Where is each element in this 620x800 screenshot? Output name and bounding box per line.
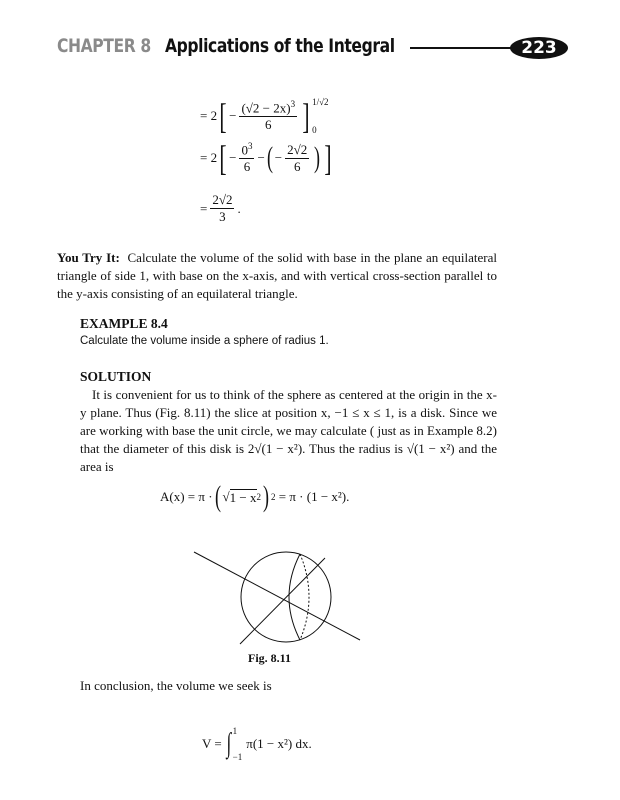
you-try-it [57,249,497,303]
figure-caption: Fig. 8.11 [248,651,292,665]
eq-den: 6 [243,159,251,175]
eq-lead: = 2 [200,150,218,165]
lower-limit: −1 [232,752,243,762]
eq-num: 2√2 [287,141,308,157]
equation-2: = 2 [ − $\frac{0^3}{6}$ − ( − $\frac{2√2}{6}$ ) ] [200,138,332,178]
area-lhs: A(x) = π · [160,489,213,504]
page-number: 223 [510,37,568,59]
conclusion-text: In conclusion, the volume we seek is [80,678,272,693]
eq-den: 3 [219,209,226,224]
equation-3 [200,192,241,225]
example-heading: EXAMPLE 8.4 [80,316,168,331]
solution-paragraph: It is convenient for us to think of the sphere as centered at the origin in the x-y plane. Thus (Fig. 8.11) the slice at position x, −1 ≤ x ≤ 1, is a disk. Since we are working with base the unit circle, we may calculate ( just as in Example 8.2) that the diameter of this disk is 2√(1 − x²). Thus the radius is √(1 − x²) and the area is [80,387,497,474]
volume-lhs: V = [202,736,222,751]
eq-num: 0 [241,142,248,158]
y-axis-line [240,558,325,644]
you-try-it-text: Calculate the volume of the solid with base in the plane an equilateral triangle of side 1, with base on the x-axis, and with vertical cross-section parallel to the y-axis consisting of an equilateral triangle. [57,250,497,301]
area-equation: A(x) = π · ( √ 1 − x 2 ) 2 = π · (1 − x²). [160,480,350,513]
eq-den: 6 [265,117,272,133]
sphere-figure [190,540,370,650]
eq-num: (√2 − 2x) [241,100,291,116]
area-exp: 2 [271,492,276,502]
solution-heading: SOLUTION [80,369,152,384]
eq-period: . [237,200,241,216]
area-rhs: = π · (1 − x²). [278,489,350,504]
chapter-label: CHAPTER 8 [57,35,151,57]
disk-slice-back [300,554,309,640]
header-rule [410,47,520,49]
integrand: π(1 − x²) dx. [246,736,312,751]
eq-exp: 3 [247,140,253,151]
eq-num: 2√2 [212,192,233,207]
upper-limit: 1 [232,726,238,736]
lower-limit: 0 [312,125,317,135]
equation-1: = 2 [ − $\frac{(√2 - 2x)^3}{6}$ ] 1/√2 0 [200,88,329,144]
radicand: 1 − x [229,489,257,505]
chapter-title: Applications of the Integral [165,35,395,57]
you-try-it-label: You Try It: [57,250,120,265]
disk-slice-front [289,554,300,640]
example-statement: Calculate the volume inside a sphere of radius 1. [80,335,329,347]
x-axis-line [194,552,360,640]
eq-lead: = [200,200,208,216]
upper-limit: 1/√2 [312,97,329,107]
eq-lead: = 2 [200,108,218,123]
eq-den: 6 [293,158,301,174]
eq-exp: 3 [290,98,296,109]
volume-equation: V = ∫ 1 −1 π(1 − x²) dx. [202,718,312,770]
